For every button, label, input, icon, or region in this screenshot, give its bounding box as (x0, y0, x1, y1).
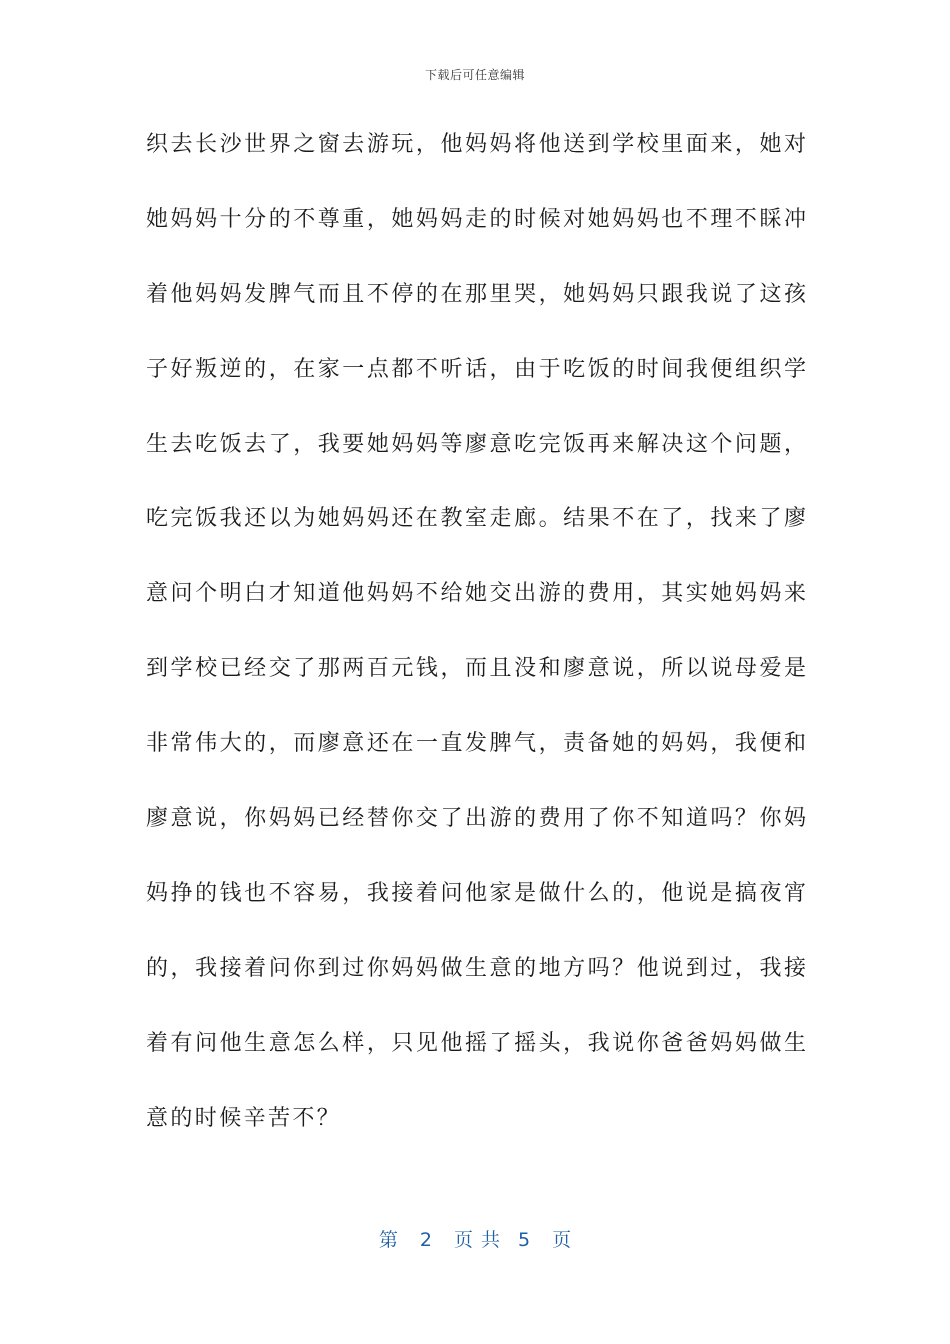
footer-suffix: 页 (552, 1229, 572, 1251)
footer-page-number: 2 (419, 1229, 432, 1251)
text-line-9: 非常伟大的，而廖意还在一直发脾气，责备她的妈妈，我便和 (146, 731, 806, 757)
text-line-7: 意问个明白才知道他妈妈不给她交出游的费用，其实她妈妈来 (146, 581, 806, 607)
text-line-5: 生去吃饭去了，我要她妈妈等廖意吃完饭再来解决这个问题， (146, 431, 806, 457)
page-footer (0, 1225, 950, 1252)
text-line-4: 子好叛逆的，在家一点都不听话，由于吃饭的时间我便组织学 (146, 356, 806, 382)
text-line-2: 她妈妈十分的不尊重，她妈妈走的时候对她妈妈也不理不睬冲 (146, 206, 806, 232)
text-line-3: 着他妈妈发脾气而且不停的在那里哭，她妈妈只跟我说了这孩 (146, 281, 806, 307)
text-line-1: 织去长沙世界之窗去游玩，他妈妈将他送到学校里面来，她对 (146, 132, 806, 157)
footer-total-pages: 5 (518, 1229, 531, 1251)
footer-middle: 页共 (453, 1229, 508, 1251)
body-text (146, 122, 806, 1170)
text-line-12: 的，我接着问你到过你妈妈做生意的地方吗？他说到过，我接 (146, 955, 806, 981)
page-header: 下载后可任意编辑 (424, 68, 525, 82)
text-line-8: 到学校已经交了那两百元钱，而且没和廖意说，所以说母爱是 (146, 656, 806, 682)
footer-prefix: 第 (378, 1229, 398, 1251)
text-line-13: 着有问他生意怎么样，只见他摇了摇头，我说你爸爸妈妈做生 (146, 1030, 806, 1056)
text-line-6: 吃完饭我还以为她妈妈还在教室走廊。结果不在了，找来了廖 (146, 506, 806, 532)
text-line-14: 意的时候辛苦不？ (146, 1105, 342, 1131)
text-line-10: 廖意说，你妈妈已经替你交了出游的费用了你不知道吗？你妈 (146, 806, 806, 832)
text-line-11: 妈挣的钱也不容易，我接着问他家是做什么的，他说是搞夜宵 (146, 880, 806, 906)
